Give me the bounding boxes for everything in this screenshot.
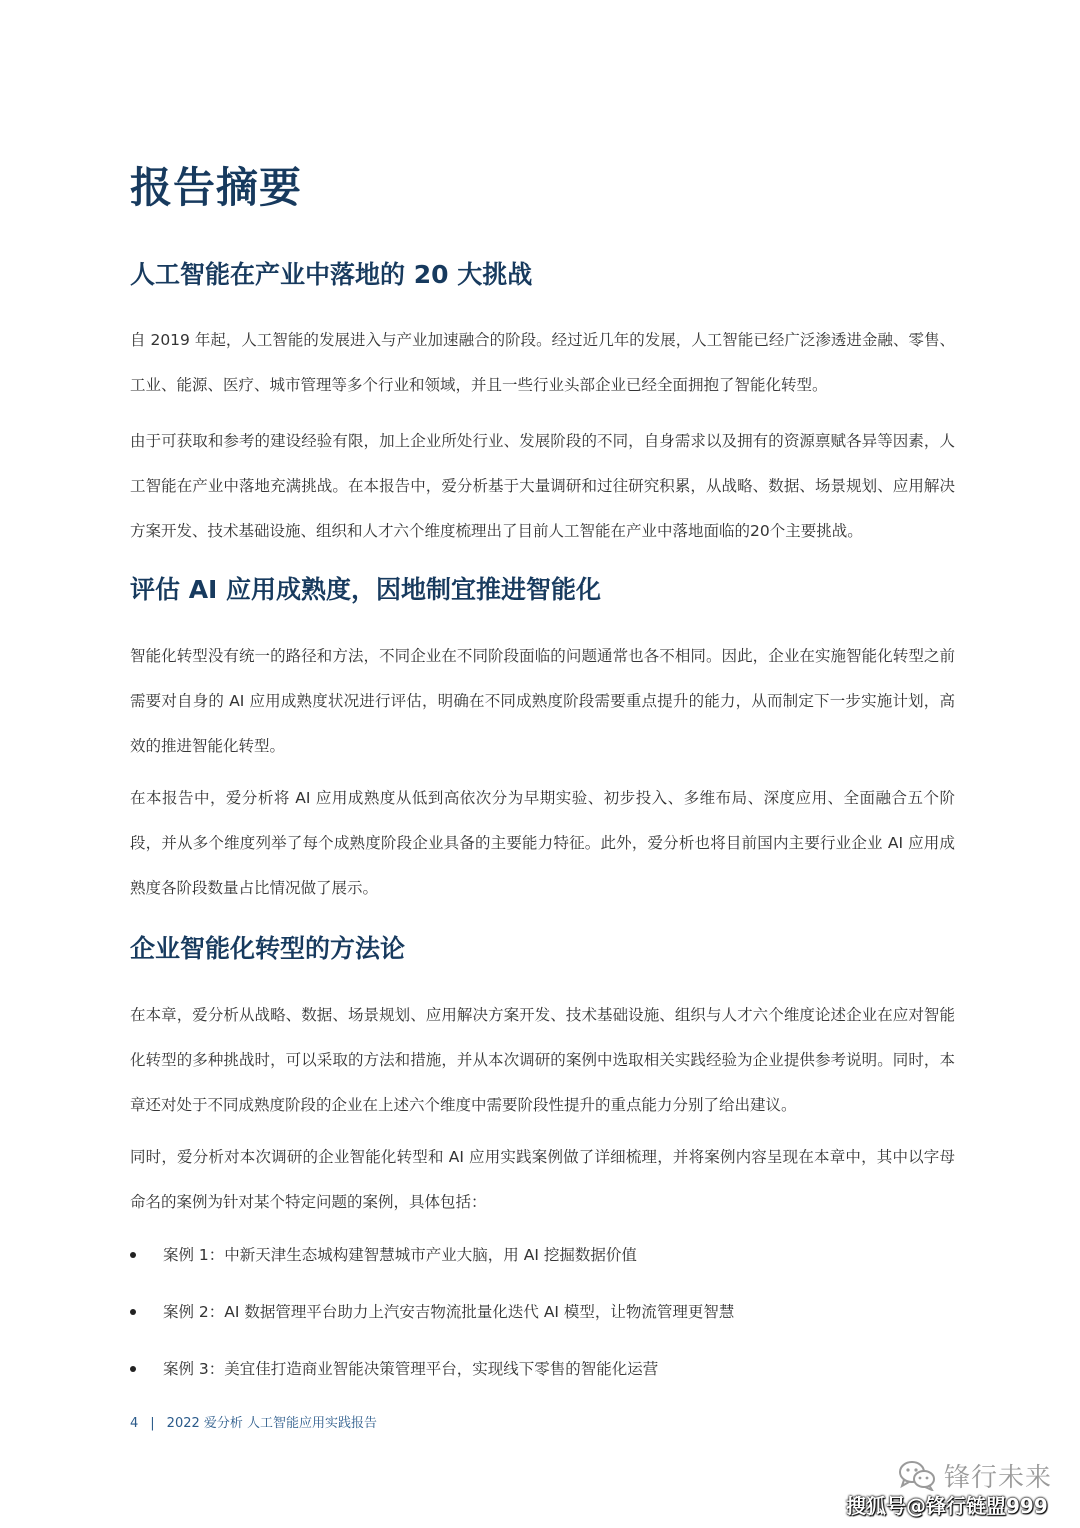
paragraph: 在本报告中，爱分析将 AI 应用成熟度从低到高依次分为早期实验、初步投入、多维布局、深度应用、全面融合五个阶段，并从多个维度列举了每个成熟度阶段企业具备的主要能力特征。此外，爱分析也将目前国内主要行业企业 AI 应用成熟度各阶段数量占比情况做了展示。 — [130, 789, 955, 897]
section-heading: 人工智能在产业中落地的 20 大挑战 — [130, 260, 533, 289]
bullet-dot-icon — [130, 1309, 136, 1315]
bullet-dot-icon — [130, 1252, 136, 1258]
page-footer — [130, 1414, 377, 1434]
section-heading: 评估 AI 应用成熟度，因地制宜推进智能化 — [130, 575, 602, 604]
report-name: 2022 爱分析 人工智能应用实践报告 — [166, 1416, 378, 1431]
section-heading: 企业智能化转型的方法论 — [130, 934, 406, 963]
paragraph: 智能化转型没有统一的路径和方法，不同企业在不同阶段面临的问题通常也各不相同。因此，企业在实施智能化转型之前需要对自身的 AI 应用成熟度状况进行评估，明确在不同成熟度阶段需要重点提升的能力，从而制定下一步实施计划，高效的推进智能化转型。 — [130, 647, 955, 755]
list-item — [130, 1240, 950, 1270]
list-item — [130, 1297, 950, 1327]
paragraph: 由于可获取和参考的建设经验有限，加上企业所处行业、发展阶段的不同，自身需求以及拥有的资源禀赋各异等因素，人工智能在产业中落地充满挑战。在本报告中，爱分析基于大量调研和过往研究积累，从战略、数据、场景规划、应用解决方案开发、技术基础设施、组织和人才六个维度梳理出了目前人工智能在产业中落地面临的20个主要挑战。 — [130, 432, 955, 540]
list-item — [130, 1354, 950, 1384]
paragraph: 同时，爱分析对本次调研的企业智能化转型和 AI 应用实践案例做了详细梳理，并将案例内容呈现在本章中，其中以字母命名的案例为针对某个特定问题的案例，具体包括： — [130, 1148, 955, 1211]
list-item-text: 案例 2：AI 数据管理平台助力上汽安吉物流批量化迭代 AI 模型，让物流管理更智慧 — [163, 1303, 735, 1321]
watermark-brand-text: 锋行未来 — [944, 1462, 1053, 1493]
watermark-source: 搜狐号@锋行链盟999 — [846, 1494, 1048, 1518]
footer-separator: | — [150, 1416, 155, 1431]
list-item-text: 案例 1：中新天津生态城构建智慧城市产业大脑，用 AI 挖掘数据价值 — [163, 1246, 637, 1264]
paragraph: 在本章，爱分析从战略、数据、场景规划、应用解决方案开发、技术基础设施、组织与人才六个维度论述企业在应对智能化转型的多种挑战时，可以采取的方法和措施，并从本次调研的案例中选取相关实践经验为企业提供参考说明。同时，本章还对处于不同成熟度阶段的企业在上述六个维度中需要阶段性提升的重点能力分别了给出建议。 — [130, 1006, 955, 1114]
wechat-icon — [898, 1459, 936, 1491]
page-title: 报告摘要 — [130, 163, 303, 212]
watermark-brand — [898, 1455, 1052, 1495]
bullet-dot-icon — [130, 1366, 136, 1372]
paragraph: 自 2019 年起，人工智能的发展进入与产业加速融合的阶段。经过近几年的发展，人工智能已经广泛渗透进金融、零售、工业、能源、医疗、城市管理等多个行业和领域，并且一些行业头部企业已经全面拥抱了智能化转型。 — [130, 331, 955, 394]
list-item-text: 案例 3：美宜佳打造商业智能决策管理平台，实现线下零售的智能化运营 — [163, 1360, 659, 1378]
page-number: 4 — [130, 1416, 139, 1431]
